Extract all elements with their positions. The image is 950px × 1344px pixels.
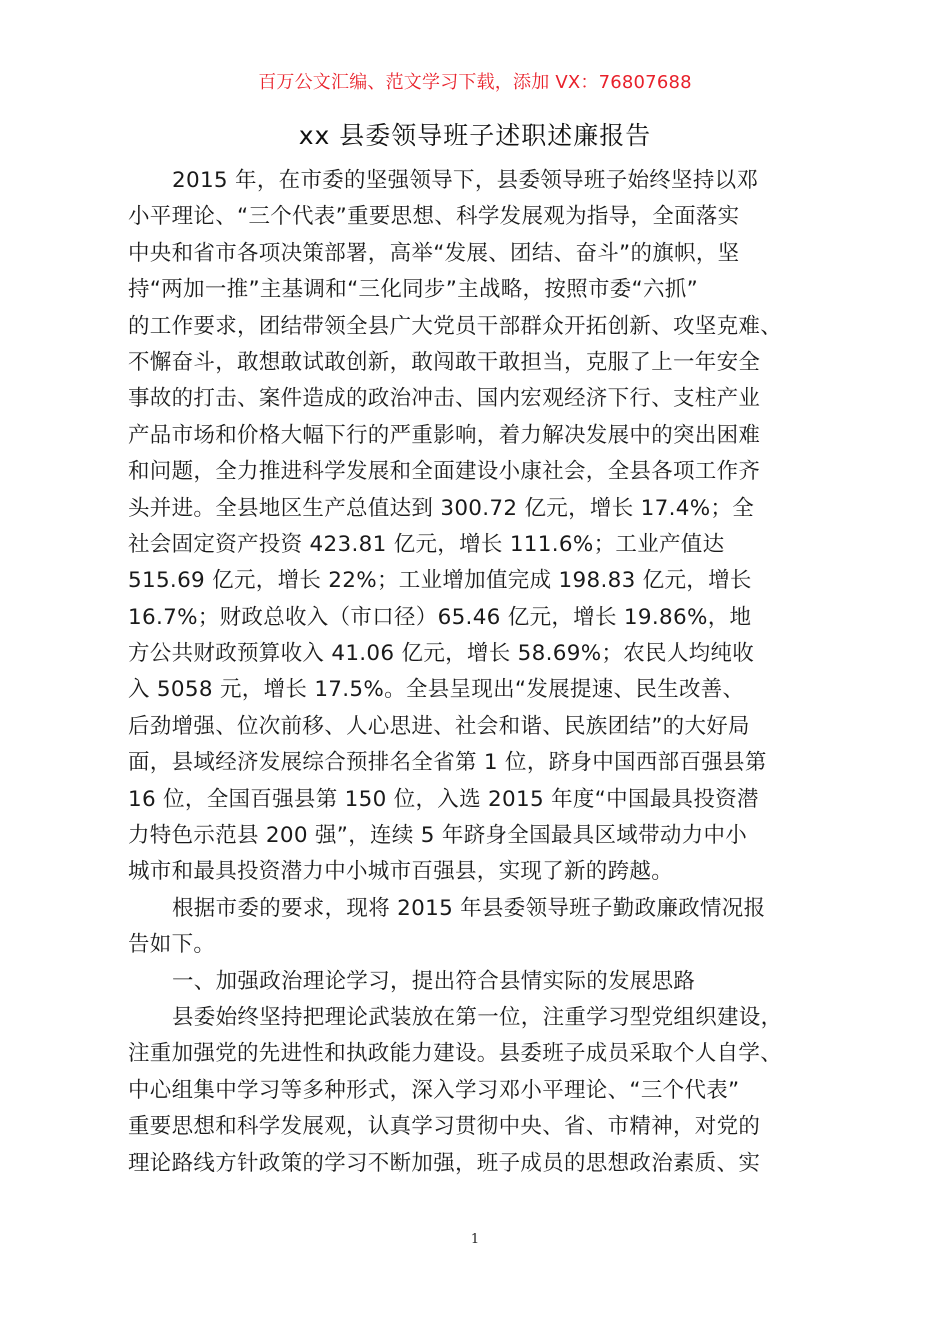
watermark-banner: 百万公文汇编、范文学习下载，添加 VX：76807688 <box>258 72 692 93</box>
paragraph-line: 社会固定资产投资 423.81 亿元，增长 111.6%；工业产值达 <box>128 531 725 557</box>
section-heading: 一、加强政治理论学习，提出符合县情实际的发展思路 <box>172 968 696 994</box>
document-body <box>128 163 838 1182</box>
paragraph-line: 16 位，全国百强县第 150 位，入选 2015 年度“中国最具投资潜 <box>128 786 759 812</box>
paragraph-line: 重要思想和科学发展观，认真学习贯彻中央、省、市精神，对党的 <box>128 1114 761 1140</box>
paragraph-line: 理论路线方针政策的学习不断加强，班子成员的思想政治素质、实 <box>128 1150 761 1176</box>
paragraph-line: 中心组集中学习等多种形式，深入学习邓小平理论、“三个代表” <box>128 1077 740 1103</box>
paragraph-line: 力特色示范县 200 强”，连续 5 年跻身全国最具区域带动力中小 <box>128 823 748 849</box>
paragraph-line: 根据市委的要求，现将 2015 年县委领导班子勤政廉政情况报 <box>172 895 766 921</box>
paragraph-line: 和问题，全力推进科学发展和全面建设小康社会，全县各项工作齐 <box>128 459 761 485</box>
paragraph-line: 515.69 亿元，增长 22%；工业增加值完成 198.83 亿元，增长 <box>128 568 752 594</box>
paragraph-line: 入 5058 元，增长 17.5%。全县呈现出“发展提速、民生改善、 <box>128 677 745 703</box>
page-number: 1 <box>470 1232 480 1247</box>
document-title: xx 县委领导班子述职述廉报告 <box>298 121 652 150</box>
paragraph-line: 头并进。全县地区生产总值达到 300.72 亿元，增长 17.4%；全 <box>128 495 755 521</box>
paragraph-line: 方公共财政预算收入 41.06 亿元，增长 58.69%；农民人均纯收 <box>128 641 755 667</box>
paragraph-line: 事故的打击、案件造成的政治冲击、国内宏观经济下行、支柱产业 <box>128 386 761 412</box>
paragraph-line: 注重加强党的先进性和执政能力建设。县委班子成员采取个人自学、 <box>128 1041 783 1067</box>
paragraph-line: 城市和最具投资潜力中小城市百强县，实现了新的跨越。 <box>128 859 674 885</box>
paragraph-line: 持“两加一推”主基调和“三化同步”主战略，按照市委“六抓” <box>128 277 699 303</box>
paragraph-line: 产品市场和价格大幅下行的严重影响，着力解决发展中的突出困难 <box>128 422 761 448</box>
paragraph-line: 面，县域经济发展综合预排名全省第 1 位，跻身中国西部百强县第 <box>128 750 767 776</box>
paragraph-line: 不懈奋斗，敢想敢试敢创新，敢闯敢干敢担当，克服了上一年安全 <box>128 349 761 375</box>
paragraph-line: 告如下。 <box>128 932 216 958</box>
paragraph-line: 的工作要求，团结带领全县广大党员干部群众开拓创新、攻坚克难、 <box>128 313 783 339</box>
paragraph-line: 2015 年，在市委的坚强领导下，县委领导班子始终坚持以邓 <box>172 168 759 193</box>
paragraph-line: 小平理论、“三个代表”重要思想、科学发展观为指导，全面落实 <box>128 204 740 230</box>
paragraph-line: 中央和省市各项决策部署，高举“发展、团结、奋斗”的旗帜，坚 <box>128 240 740 266</box>
paragraph-line: 县委始终坚持把理论武装放在第一位，注重学习型党组织建设， <box>172 1004 783 1030</box>
paragraph-line: 后劲增强、位次前移、人心思进、社会和谐、民族团结”的大好局 <box>128 713 750 739</box>
paragraph-line: 16.7%；财政总收入（市口径）65.46 亿元，增长 19.86%，地 <box>128 604 752 630</box>
